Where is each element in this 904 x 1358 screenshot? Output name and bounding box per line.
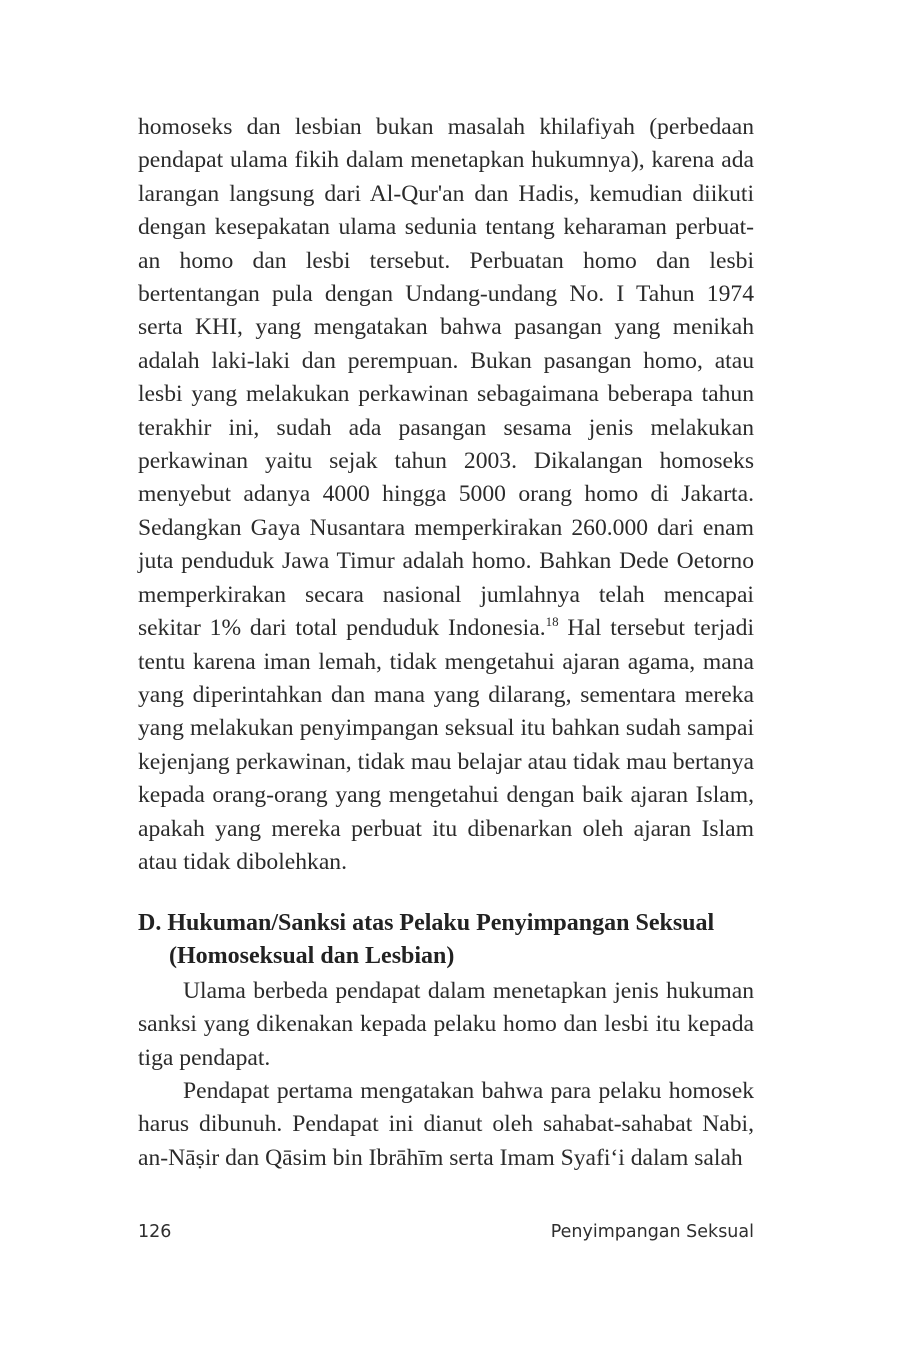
page-footer [138,1222,754,1246]
running-title: Penyimpangan Seksual [550,1222,754,1242]
section-heading-line-1: D. Hukuman/Sanksi atas Pelaku Penyimpangan Seksual [138,910,715,936]
body-paragraph-1 [138,111,754,879]
body-paragraph-3: Pendapat pertama mengatakan bahwa para pelaku homosek harus dibunuh. Pendapat ini dianut oleh sahabat-sahabat Nabi, an-Nāṣir dan Qāsim bin Ibrāhīm serta Imam Syafi‘i dalam salah [138,1078,754,1171]
section-heading-line-2: (Homoseksual dan Lesbian) [169,943,455,970]
footnote-reference[interactable]: 18 [545,614,559,630]
paragraph-text-before-footnote: homoseks dan lesbian bukan masalah khilafiyah (perbedaan pendapat ulama fikih dalam menetapkan hukumnya), karena ada larangan langsung dari Al-Qur'an dan Hadis, kemudian diikuti dengan kesepakatan ulama sedunia tentang keharaman perbuat-an homo dan lesbi tersebut. Perbuatan homo dan lesbi bertentangan pula dengan Undang-undang No. I Tahun 1974 serta KHI, yang mengatakan bahwa pasangan yang menikah adalah laki-laki dan perempuan. Bukan pasangan homo, atau lesbi yang melakukan perkawinan sebagaimana beberapa tahun terakhir ini, sudah ada pasangan sesama jenis melakukan perkawinan yaitu sejak tahun 2003. Dikalangan homoseks menyebut adanya 4000 hingga 5000 orang homo di Jakarta. Sedangkan Gaya Nusantara memperkirakan 260.000 dari enam juta penduduk Jawa Timur adalah homo. Bahkan Dede Oetorno memperkirakan secara nasional jumlahnya telah mencapai sekitar 1% dari total penduduk Indonesia. [138,114,754,642]
body-paragraph-2: Ulama berbeda pendapat dalam menetapkan jenis hukuman sanksi yang dikenakan kepada pelaku homo dan lesbi itu kepada tiga pendapat. [138,978,754,1071]
paragraph-text-after-footnote: Hal tersebut terjadi tentu karena iman lemah, tidak mengetahui ajaran agama, mana yang diperintahkan dan mana yang dilarang, sementara mereka yang melakukan penyimpangan seksual itu bahkan sudah sampai kejenjang perkawinan, tidak mau belajar atau tidak mau bertanya kepada orang-orang yang mengetahui dengan baik ajaran Islam, apakah yang mereka perbuat itu dibenarkan oleh ajaran Islam atau tidak dibolehkan. [138,615,755,875]
page-number: 126 [138,1222,172,1242]
section-heading [138,907,754,974]
